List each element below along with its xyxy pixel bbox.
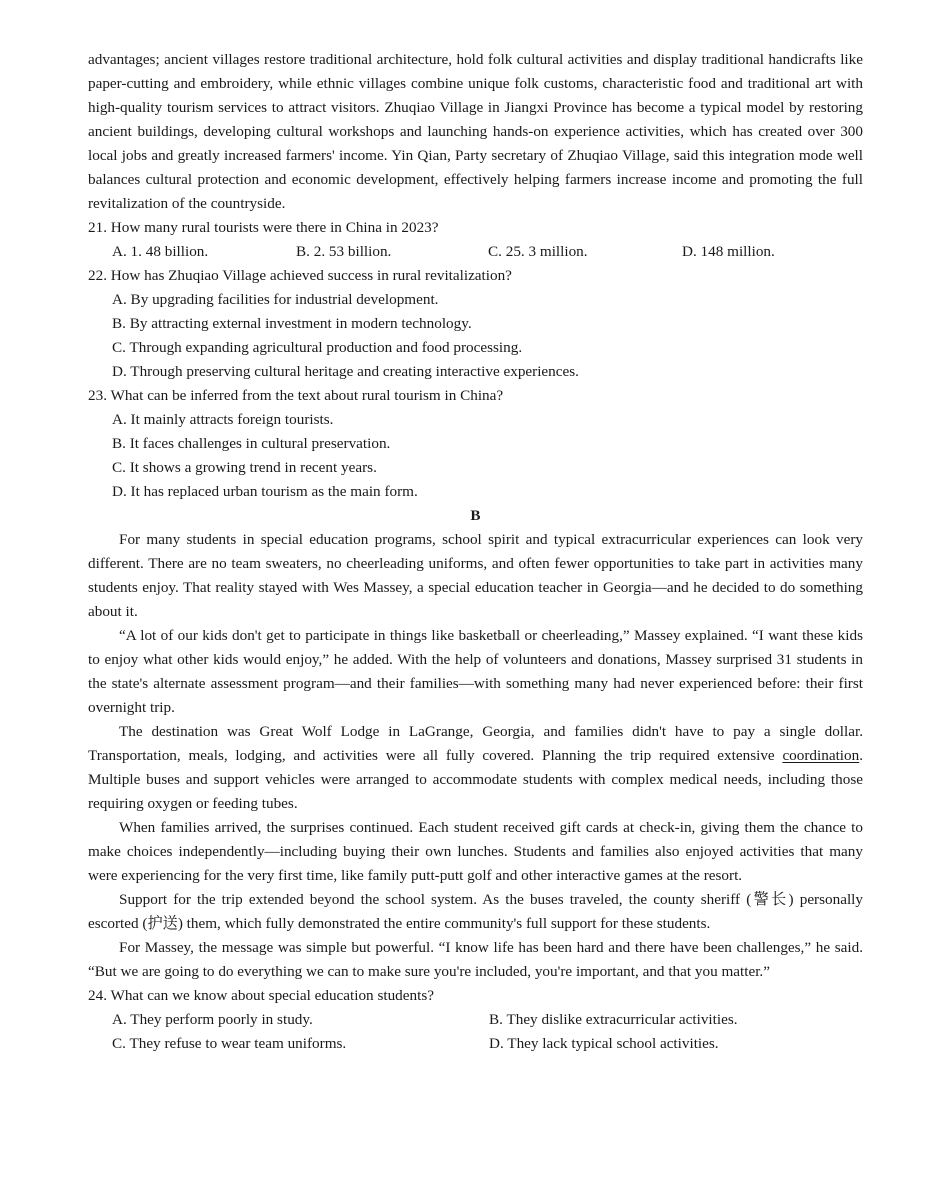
passage-b-paragraph-4: When families arrived, the surprises continued. Each student received gift cards at check-in, giving them the chance to make choices independently—including buying their own lunches. Students and families also enjoyed activities that many were experiencing for the very first time, like family putt-putt golf and other interactive games at the resort. [88, 819, 863, 884]
question-21-option-a[interactable]: A. 1. 48 billion. [112, 243, 209, 260]
passage-b-paragraph-1: For many students in special education programs, school spirit and typical extracurricular experiences can look very different. There are no team sweaters, no cheerleading uniforms, and often fewer opportunities to take part in activities many students enjoy. That reality stayed with Wes Massey, a special education teacher in Georgia—and he decided to do something about it. [88, 531, 863, 620]
question-23-stem: 23. What can be inferred from the text about rural tourism in China? [88, 387, 504, 404]
question-21-option-d[interactable]: D. 148 million. [682, 243, 775, 260]
question-24-option-d[interactable]: D. They lack typical school activities. [489, 1035, 719, 1052]
question-24-option-c[interactable]: C. They refuse to wear team uniforms. [112, 1035, 347, 1052]
question-23-option-d[interactable]: D. It has replaced urban tourism as the main form. [112, 483, 418, 500]
question-24-option-b[interactable]: B. They dislike extracurricular activities. [489, 1011, 738, 1028]
question-24-stem: 24. What can we know about special education students? [88, 987, 434, 1004]
paragraph-3-text-after: . Multiple buses and support vehicles were arranged to accommodate students with complex medical needs, including those requiring oxygen or feeding tubes. [88, 747, 863, 812]
passage-b-paragraph-6: For Massey, the message was simple but powerful. “I know life has been hard and there have been challenges,” he said. “But we are going to do everything we can to make sure you're included, you're important, and that you matter.” [88, 939, 863, 980]
passage-b-paragraph-2: “A lot of our kids don't get to participate in things like basketball or cheerleading,” Massey explained. “I want these kids to enjoy what other kids would enjoy,” he added. With the help of volunteers and donations, Massey surprised 31 students in the state's alternate assessment program—and their families—with something many had never experienced before: their first overnight trip. [88, 627, 863, 716]
exam-page [88, 48, 863, 1056]
question-22-option-d[interactable]: D. Through preserving cultural heritage and creating interactive experiences. [112, 363, 579, 380]
question-21-options [88, 240, 863, 264]
question-24-options-row-2 [88, 1032, 863, 1056]
question-24-option-a[interactable]: A. They perform poorly in study. [112, 1011, 313, 1028]
question-22-option-c[interactable]: C. Through expanding agricultural production and food processing. [112, 339, 523, 356]
question-22-stem: 22. How has Zhuqiao Village achieved success in rural revitalization? [88, 267, 512, 284]
section-b-title: B [470, 507, 481, 524]
question-22-option-a[interactable]: A. By upgrading facilities for industrial development. [112, 291, 439, 308]
question-21-option-c[interactable]: C. 25. 3 million. [488, 243, 588, 260]
question-23-option-a[interactable]: A. It mainly attracts foreign tourists. [112, 411, 334, 428]
paragraph-3-text-before: The destination was Great Wolf Lodge in LaGrange, Georgia, and families didn't have to pay a single dollar. Transportation, meals, lodging, and activities were all fully covered. Planning the trip required extensive [88, 723, 863, 764]
passage-a-ending: advantages; ancient villages restore traditional architecture, hold folk cultural activities and display traditional handicrafts like paper-cutting and embroidery, while ethnic villages combine unique folk customs, characteristic food and traditional art with high-quality tourism services to attract visitors. Zhuqiao Village in Jiangxi Province has become a typical model by restoring ancient buildings, developing cultural workshops and launching hands-on experience activities, which has created over 300 local jobs and greatly increased farmers' income. Yin Qian, Party secretary of Zhuqiao Village, said this integration mode well balances cultural protection and economic development, effectively helping farmers increase income and promoting the full revitalization of the countryside. [88, 51, 863, 212]
question-21-option-b[interactable]: B. 2. 53 billion. [296, 243, 392, 260]
question-22-option-b[interactable]: B. By attracting external investment in modern technology. [112, 315, 472, 332]
passage-b-paragraph-5: Support for the trip extended beyond the school system. As the buses traveled, the county sheriff (警长) personally escorted (护送) them, which fully demonstrated the entire community's full support for these students. [88, 891, 863, 932]
passage-b-paragraph-3 [88, 720, 863, 816]
question-21-stem: 21. How many rural tourists were there in China in 2023? [88, 219, 439, 236]
question-24-options-row-1 [88, 1008, 863, 1032]
question-23-option-c[interactable]: C. It shows a growing trend in recent years. [112, 459, 377, 476]
underlined-word-coordination: coordination [782, 747, 860, 764]
question-23-option-b[interactable]: B. It faces challenges in cultural preservation. [112, 435, 391, 452]
